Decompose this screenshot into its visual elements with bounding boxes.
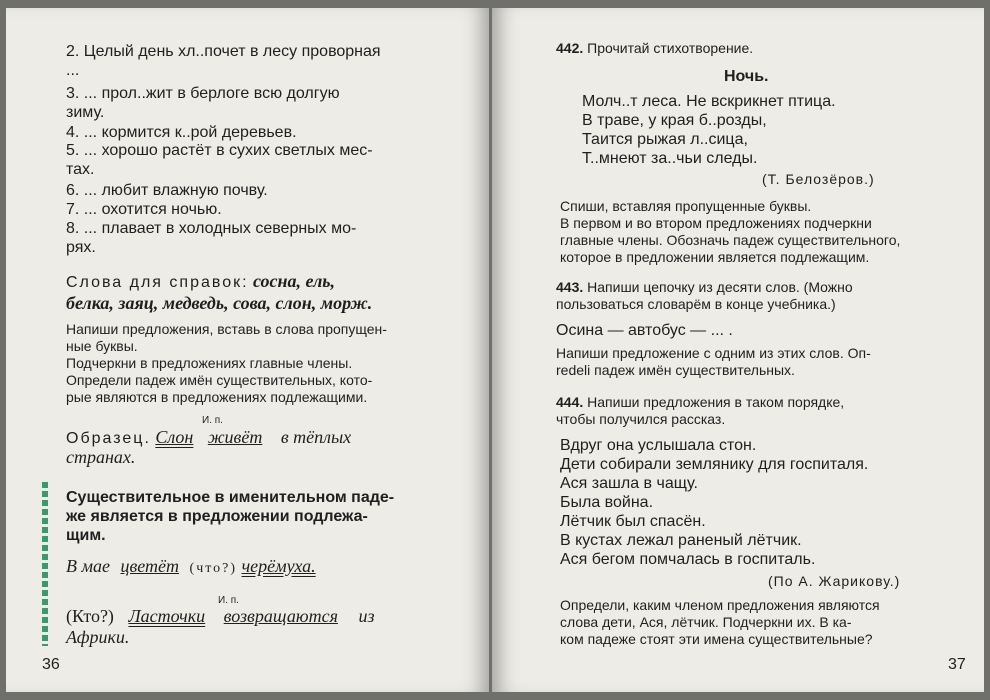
ex1-verb: цветёт	[120, 556, 180, 576]
poem-author: (Т. Белозёров.)	[762, 171, 875, 187]
sample-label: Образец.	[66, 430, 151, 447]
poem-line-4: Т..мнеют за..чьи следы.	[582, 150, 758, 167]
ex442-number: 442.	[556, 40, 584, 56]
task-3: Подчеркни в предложениях главные члены.	[66, 355, 353, 371]
story-line-6: В кустах лежал раненый лётчик.	[560, 532, 802, 549]
example-1	[66, 556, 316, 577]
ex444-t2: чтобы получился рассказ.	[556, 411, 726, 427]
ex442-task: Прочитай стихотворение.	[587, 40, 754, 56]
page-number-right: 37	[948, 656, 966, 673]
rule-line-2: же является в предложении подлежа-	[66, 508, 368, 525]
line-5a: 5. ... хорошо растёт в сухих светлых мес-	[66, 142, 373, 159]
story-line-4: Была война.	[560, 494, 654, 511]
ex442-t3: главные члены. Обозначь падеж существительного,	[560, 232, 901, 248]
poem-line-2: В траве, у края б..розды,	[582, 112, 767, 129]
poem-line-1: Молч..т леса. Не вскрикнет птица.	[582, 93, 836, 110]
story-line-2: Дети собирали землянику для госпиталя.	[560, 456, 869, 473]
line-2b: ...	[66, 62, 80, 79]
rule-line-1: Существительное в именительном паде-	[66, 489, 395, 506]
ex444-t1: Напиши предложения в таком порядке,	[587, 394, 845, 410]
ex442-t2: В первом и во втором предложениях подчеркни	[560, 215, 872, 231]
ex443-number: 443.	[556, 279, 584, 295]
left-page	[6, 8, 489, 692]
ex2-case-label: И. п.	[218, 595, 239, 606]
story-line-1: Вдруг она услышала стон.	[560, 437, 757, 454]
line-6: 6. ... любит влажную почву.	[66, 182, 268, 199]
right-page	[492, 8, 984, 692]
rule-line-3: щим.	[66, 527, 106, 544]
line-3a: 3. ... прол..жит в берлоге всю долгую	[66, 85, 340, 102]
sample-case-label: И. п.	[202, 415, 223, 426]
help-words-1: сосна, ель,	[253, 271, 336, 291]
sample-verb: живёт	[207, 427, 263, 447]
ex1-subject: черёмуха.	[241, 556, 316, 576]
ex2-verb: возвращаются	[223, 606, 338, 626]
line-8a: 8. ... плавает в холодных северных мо-	[66, 220, 357, 237]
sample-subject: Слон	[155, 427, 194, 447]
ex2-rest: из	[358, 606, 375, 626]
ex443-t3: Напиши предложение с одним из этих слов. Оп-	[556, 345, 871, 361]
ex2-question: (Кто?)	[66, 606, 114, 626]
ex443-t1: Напиши цепочку из десяти слов. (Можно	[587, 279, 853, 295]
line-3b: зиму.	[66, 104, 105, 121]
line-7: 7. ... охотится ночью.	[66, 201, 222, 218]
ex442-header	[556, 40, 753, 57]
story-line-7: Ася бегом помчалась в госпиталь.	[560, 551, 816, 568]
rule-marker	[42, 482, 48, 646]
poem-title: Ночь.	[724, 68, 769, 85]
story-line-5: Лётчик был спасён.	[560, 513, 706, 530]
help-words-2: белка, заяц, медведь, сова, слон, морж.	[66, 293, 373, 313]
ex444-t3: Определи, каким членом предложения являются	[560, 597, 880, 613]
line-4: 4. ... кормится к..рой деревьев.	[66, 124, 297, 141]
help-label: Слова для справок:	[66, 274, 249, 291]
line-5b: тах.	[66, 161, 95, 178]
ex2-subject: Ласточки	[128, 606, 206, 626]
ex442-t1: Спиши, вставляя пропущенные буквы.	[560, 198, 812, 214]
example-2	[66, 606, 374, 627]
poem-line-3: Таится рыжая л..сица,	[582, 131, 748, 148]
page-number-left: 36	[42, 656, 60, 673]
ex1-question: (что?)	[189, 561, 238, 576]
task-1: Напиши предложения, вставь в слова пропущен-	[66, 321, 387, 337]
line-2a: 2. Целый день хл..почет в лесу проворная	[66, 43, 381, 60]
help-line-1	[66, 272, 335, 292]
story-author: (По А. Жарикову.)	[768, 573, 901, 589]
ex444-t4: слова дети, Ася, лётчик. Подчеркни их. В ка-	[560, 614, 852, 630]
ex442-t4: которое в предложении является подлежащим.	[560, 249, 870, 265]
ex2-rest-2: Африки.	[66, 627, 130, 647]
task-2: ные буквы.	[66, 338, 138, 354]
sample-rest-1: в тёплых	[280, 427, 352, 447]
ex1-a: В мае	[66, 556, 110, 576]
ex443-header	[556, 279, 853, 296]
sample-line	[66, 427, 351, 448]
ex443-t4: redeli падеж имён существительных.	[556, 362, 795, 378]
ex444-number: 444.	[556, 394, 584, 410]
line-8b: рях.	[66, 239, 96, 256]
ex444-header	[556, 394, 844, 411]
story-line-3: Ася зашла в чащу.	[560, 475, 698, 492]
task-5: рые являются в предложениях подлежащими.	[66, 389, 368, 405]
ex444-t5: ком падеже стоят эти имена существительные?	[560, 631, 873, 647]
task-4: Определи падеж имён существительных, кото-	[66, 372, 373, 388]
sample-rest-2: странах.	[66, 447, 136, 467]
word-chain: Осина — автобус — ... .	[556, 322, 733, 339]
ex443-t2: пользоваться словарём в конце учебника.)	[556, 296, 836, 312]
